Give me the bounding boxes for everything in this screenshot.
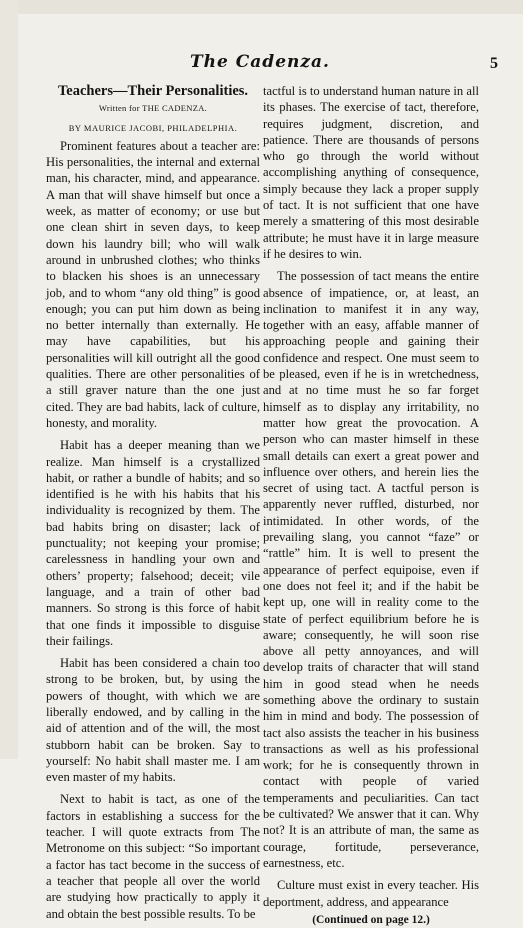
paragraph: Next to habit is tact, as one of the factors in establishing a success for the teacher. I will quote extracts from The Metronome on this subject: “So important a factor has tact become in the success of a teacher that people all over the world are studying how practically to apply it and obtain the best possible results. To be [46,792,260,921]
paragraph: The possession of tact means the entire absence of impatience, or, at least, an inclination to manifest it in any way, together with an easy, affable manner of approaching people and gaining their confidence and respect. One must seem to be pleased, even if he is in wretchedness, and at no time must he so far forget himself as to display any irritability, no matter how great the provocation. A person who can master himself in these small details can exert a great power and influence over others, and herein lies the secret of using tact. A tactful person is apparently never ruffled, disturbed, nor intimidated. In other words, of the prevailing slang, you cannot “faze” or “rattle” him. It is well to present the appearance of perfect equipoise, even if one does not feel it; and if the habit be kept up, one will in reality come to the state of perfect equilibrium before he is aware; consequently, he will soon rise above all petty annoyances, and will develop traits of character that will stand him in good stead when he needs something above the ordinary to sustain him in mind and body. The possession of tact also assists the teacher in his business transactions as well as his professional work; for he is consequently thrown in contact with people of varied temperaments and peculiarities. Can tact be cultivated? We answer that it can. Why not? It is an attribute of man, the same as courage, fortitude, perseverance, earnestness, etc. [263,269,479,870]
paragraph-continuation: tactful is to understand human nature in all its phases. The exercise of tact, therefore, requires judgment, discretion, and patience. There are thousands of persons who go through the world without accomplishing anything of consequence, simply because they lack a proper supply of tact. It is not sufficient that one have merely a smattering of this most desirable attribute; he must have it in large measure if he desires to win. [263,84,479,261]
article-title: Teachers—Their Personalities. [57,83,249,99]
paragraph: Culture must exist in every teacher. His deportment, address, and appearance [263,878,479,909]
continued-notice: (Continued on page 12.) [312,913,430,926]
right-column [263,83,479,928]
author-byline: BY MAURICE JACOBI, PHILADELPHIA. [68,122,238,133]
paragraph: Prominent features about a teacher are: His personalities, the internal and external man, his character, mind, and appearance. A man that will shave himself but once a week, as matter of economy; or use but one clean shirt in seven days, to keep down his laundry bill; who will walk around in unbrushed clothes; who thinks to blacken his shoes is an unnecessary job, and to whom “any old thing” is good enough; you can put him down as being no better internally than externally. He may have capabilities, but his personalities will kill outright all the good qualities. There are other personalities of a still graver nature than the one just cited. They are bad habits, lack of culture, honesty, and morality. [46,138,260,430]
paragraph: Habit has been considered a chain too strong to be broken, but, by using the powers of thought, with which we are liberally endowed, and by calling in the aid of attention and of the will, the most stubborn habit can be broken. Say to yourself: No habit shall master me. I am even master of my habits. [46,656,260,785]
paragraph: Habit has a deeper meaning than we realize. Man himself is a crystallized habit, or rather a bundle of habits; and so identified is he with his habits that his individuality is recognized by them. The bad habits bring on disaster; lack of punctuality; not keeping your promise; carelessness in handling your own and others’ property; falsehood; deceit; vile language, and a train of other bad manners. So strong is this force of habit that one finds it impossible to disguise their failings. [46,438,260,648]
page-number: 5 [490,55,498,72]
written-for-line: Written for THE CADENZA. [98,103,208,114]
left-column [46,83,260,922]
page-left-edge [0,0,18,759]
page-header [20,50,510,76]
masthead-title: The Cadenza. [190,52,330,72]
page-top-edge [0,0,523,14]
